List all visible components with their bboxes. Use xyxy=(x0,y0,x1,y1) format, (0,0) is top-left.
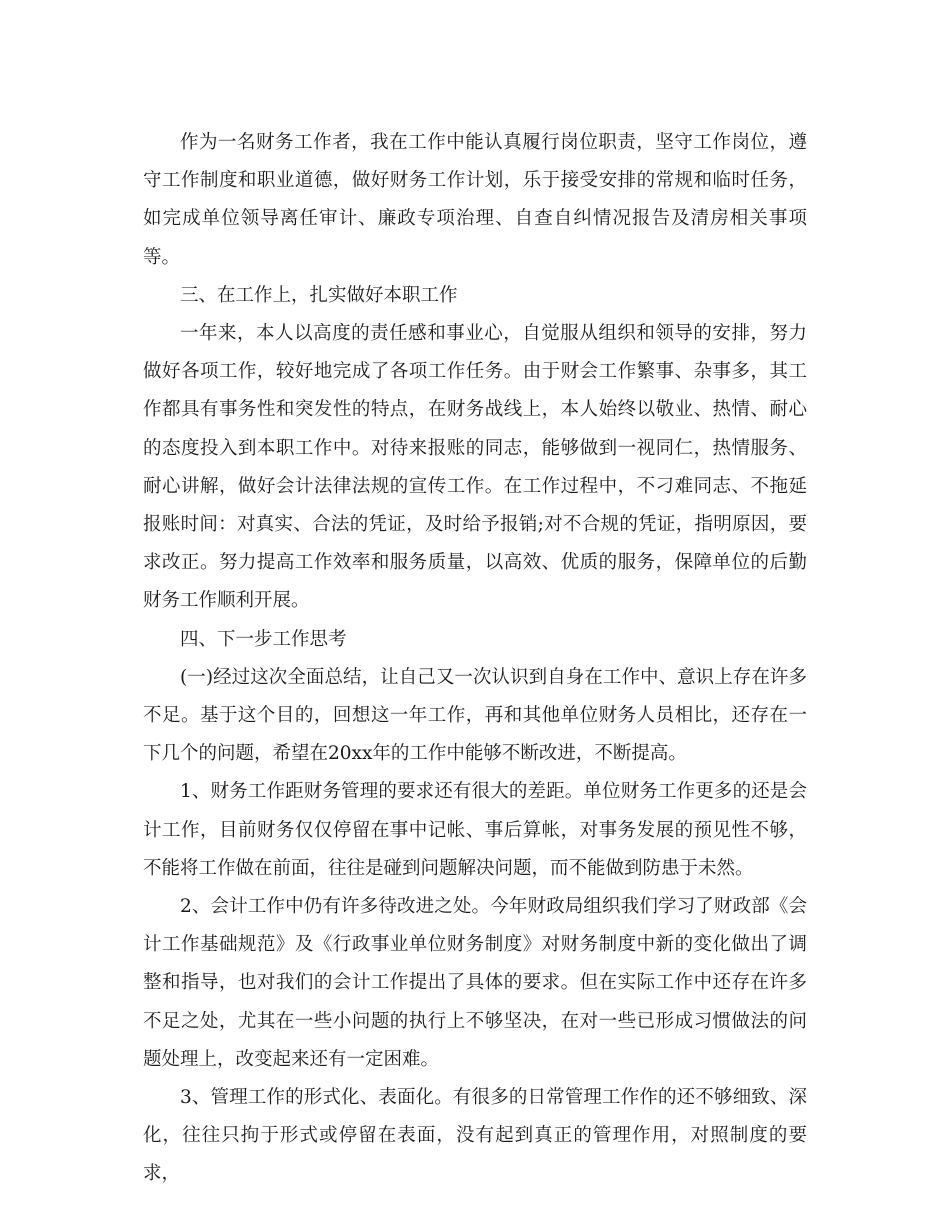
section-heading-4: 四、下一步工作思考 xyxy=(180,628,347,650)
paragraph-duties: 作为一名财务工作者，我在工作中能认真履行岗位职责，坚守工作岗位，遵守工作制度和职业道德，做好财务工作计划，乐于接受安排的常规和临时任务，如完成单位领导离任审计、廉政专项治理、自查自纠情况报告及清房相关事项等。 xyxy=(143,132,807,268)
paragraph-issue-2: 2、会计工作中仍有许多待改进之处。今年财政局组织我们学习了财政部《会计工作基础规范》及《行政事业单位财务制度》对财务制度中新的变化做出了调整和指导，也对我们的会计工作提出了具体的要求。但在实际工作中还存在许多不足之处，尤其在一些小问题的执行上不够坚决，在对一些已形成习惯做法的问题处理上，改变起来还有一定困难。 xyxy=(143,896,807,1070)
paragraph-reflection: (一)经过这次全面总结，让自己又一次认识到自身在工作中、意识上存在许多不足。基于这个目的，回想这一年工作，再和其他单位财务人员相比，还存在一下几个的问题，希望在20xx年的工作中能够不断改进，不断提高。 xyxy=(143,666,807,765)
section-heading-3: 三、在工作上，扎实做好本职工作 xyxy=(180,284,458,306)
paragraph-issue-1: 1、财务工作距财务管理的要求还有很大的差距。单位财务工作更多的还是会计工作，目前财务仅仅停留在事中记帐、事后算帐，对事务发展的预见性不够，不能将工作做在前面，往往是碰到问题解决问题，而不能做到防患于未然。 xyxy=(143,781,807,879)
paragraph-work-summary: 一年来，本人以高度的责任感和事业心，自觉服从组织和领导的安排，努力做好各项工作，较好地完成了各项工作任务。由于财会工作繁事、杂事多，其工作都具有事务性和突发性的特点，在财务战线上，本人始终以敬业、热情、耐心的态度投入到本职工作中。对待来报账的同志，能够做到一视同仁，热情服务、耐心讲解，做好会计法律法规的宣传工作。在工作过程中，不刁难同志、不拖延报账时间：对真实、合法的凭证，及时给予报销;对不合规的凭证，指明原因，要求改正。努力提高工作效率和服务质量，以高效、优质的服务，保障单位的后勤财务工作顺利开展。 xyxy=(143,323,807,612)
document-body xyxy=(143,124,807,1194)
paragraph-issue-3: 3、管理工作的形式化、表面化。有很多的日常管理工作作的还不够细致、深化，往往只拘于形式或停留在表面，没有起到真正的管理作用，对照制度的要求， xyxy=(143,1087,807,1185)
